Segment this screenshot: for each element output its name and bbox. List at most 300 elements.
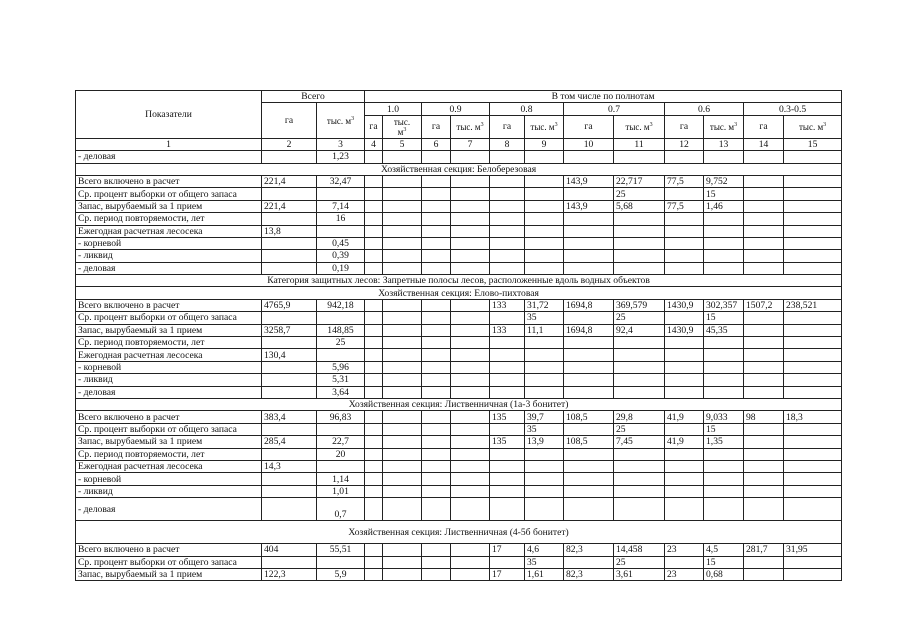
table-row [76, 498, 842, 521]
table-cell [525, 175, 564, 187]
table-cell: 22,717 [614, 175, 665, 187]
table-cell [665, 374, 704, 386]
table-cell [365, 411, 383, 423]
table-cell [614, 213, 665, 225]
column-number: 9 [525, 138, 564, 150]
header-density-ha: га [490, 115, 525, 138]
table-cell [784, 151, 842, 163]
header-density-ha: га [365, 115, 383, 138]
table-cell [451, 361, 490, 373]
table-cell [451, 473, 490, 485]
header-row-1 [76, 91, 842, 103]
table-cell: 133 [490, 324, 525, 336]
table-cell [451, 312, 490, 324]
table-cell [784, 423, 842, 435]
table-cell [422, 411, 451, 423]
table-cell [614, 237, 665, 249]
section-title: Хозяйственная секция: Лиственничная (4-5б бонитет) [76, 521, 842, 544]
column-number: 11 [614, 138, 665, 150]
table-cell [422, 361, 451, 373]
table-cell [744, 423, 784, 435]
table-cell [704, 213, 744, 225]
unit-sup: 3 [823, 121, 827, 128]
table-row [76, 361, 842, 373]
table-cell [383, 473, 422, 485]
row-label: - ликвид [76, 250, 262, 262]
table-cell: 1,46 [704, 200, 744, 212]
table-cell [665, 448, 704, 460]
table-cell [704, 349, 744, 361]
table-cell [784, 448, 842, 460]
table-cell [451, 556, 490, 568]
table-cell [784, 337, 842, 349]
table-cell [317, 188, 365, 200]
table-cell [262, 448, 317, 460]
table-cell [564, 262, 614, 274]
table-cell [365, 485, 383, 497]
column-number: 3 [317, 138, 365, 150]
table-cell: 35 [525, 312, 564, 324]
row-label: - деловая [76, 262, 262, 274]
table-cell [365, 361, 383, 373]
table-cell [744, 568, 784, 580]
table-cell [451, 200, 490, 212]
table-cell: 32,47 [317, 175, 365, 187]
table-cell [383, 225, 422, 237]
header-density-5: 0.6 [665, 103, 744, 115]
table-row [76, 237, 842, 249]
table-cell: 92,4 [614, 324, 665, 336]
table-cell: 7,45 [614, 436, 665, 448]
table-cell [365, 151, 383, 163]
table-cell: 4765,9 [262, 299, 317, 311]
table-cell [665, 349, 704, 361]
table-cell [614, 250, 665, 262]
table-cell [365, 225, 383, 237]
table-cell [383, 485, 422, 497]
table-cell [422, 556, 451, 568]
table-cell [262, 337, 317, 349]
table-cell [744, 473, 784, 485]
unit-text: тыс. м [799, 121, 824, 132]
table-cell [490, 448, 525, 460]
table-row [76, 473, 842, 485]
table-cell: 221,4 [262, 200, 317, 212]
unit-sup: 3 [734, 121, 738, 128]
table-cell [451, 225, 490, 237]
table-cell [704, 237, 744, 249]
table-cell: 31,95 [784, 544, 842, 556]
table-cell: 5,31 [317, 374, 365, 386]
table-cell [614, 473, 665, 485]
table-cell [614, 337, 665, 349]
table-cell [744, 324, 784, 336]
table-cell: 15 [704, 423, 744, 435]
table-cell: 221,4 [262, 175, 317, 187]
table-cell [614, 225, 665, 237]
table-cell [744, 448, 784, 460]
table-cell: 1,01 [317, 485, 365, 497]
table-cell [564, 237, 614, 249]
table-cell [665, 237, 704, 249]
table-cell [317, 460, 365, 472]
table-cell: 0,7 [317, 498, 365, 521]
table-cell [665, 473, 704, 485]
table-cell: 82,3 [564, 568, 614, 580]
table-cell [525, 225, 564, 237]
table-cell: 122,3 [262, 568, 317, 580]
table-cell [784, 498, 842, 521]
unit-sup: 3 [649, 121, 653, 128]
table-cell [525, 460, 564, 472]
table-cell [490, 473, 525, 485]
row-label: Запас, вырубаемый за 1 прием [76, 324, 262, 336]
table-cell [665, 213, 704, 225]
table-cell [784, 568, 842, 580]
table-cell [665, 556, 704, 568]
table-cell [422, 568, 451, 580]
table-cell [490, 200, 525, 212]
table-cell [383, 568, 422, 580]
table-cell [422, 175, 451, 187]
table-cell: 25 [317, 337, 365, 349]
table-cell [744, 250, 784, 262]
table-cell: 0,45 [317, 237, 365, 249]
table-cell [383, 262, 422, 274]
table-row [76, 200, 842, 212]
table-cell [490, 188, 525, 200]
table-cell [614, 498, 665, 521]
table-cell [451, 337, 490, 349]
table-cell [262, 473, 317, 485]
table-cell [451, 349, 490, 361]
table-row [76, 436, 842, 448]
table-row [76, 213, 842, 225]
table-cell [490, 213, 525, 225]
row-label: Всего включено в расчет [76, 411, 262, 423]
table-cell [422, 262, 451, 274]
table-cell [525, 498, 564, 521]
table-cell [365, 299, 383, 311]
column-number: 4 [365, 138, 383, 150]
table-cell: 25 [614, 423, 665, 435]
row-label: Всего включено в расчет [76, 299, 262, 311]
table-cell [383, 423, 422, 435]
table-row [76, 312, 842, 324]
header-total-ha: га [262, 103, 317, 138]
table-cell [744, 436, 784, 448]
table-cell [744, 200, 784, 212]
row-label: Всего включено в расчет [76, 175, 262, 187]
table-cell [383, 312, 422, 324]
header-total-vol [317, 103, 365, 138]
header-total: Всего [262, 91, 365, 103]
table-cell [422, 151, 451, 163]
table-cell [365, 436, 383, 448]
column-number: 5 [383, 138, 422, 150]
table-cell [490, 374, 525, 386]
table-cell: 77,5 [665, 200, 704, 212]
table-cell: 1694,8 [564, 299, 614, 311]
table-cell [704, 460, 744, 472]
table-cell [564, 448, 614, 460]
table-row [76, 544, 842, 556]
table-cell [614, 386, 665, 398]
table-cell: 1,23 [317, 151, 365, 163]
table-cell [365, 568, 383, 580]
header-density-vol [784, 115, 842, 138]
table-cell [784, 175, 842, 187]
table-cell [564, 337, 614, 349]
table-cell: 9,033 [704, 411, 744, 423]
table-cell: 302,357 [704, 299, 744, 311]
table-cell: 5,9 [317, 568, 365, 580]
table-cell [422, 225, 451, 237]
table-cell [451, 299, 490, 311]
table-cell: 133 [490, 299, 525, 311]
table-cell [784, 237, 842, 249]
table-row [76, 175, 842, 187]
table-cell: 143,9 [564, 200, 614, 212]
table-cell [451, 411, 490, 423]
table-cell [784, 485, 842, 497]
table-row [76, 485, 842, 497]
table-cell [704, 337, 744, 349]
table-cell: 29,8 [614, 411, 665, 423]
table-cell [383, 188, 422, 200]
table-cell [784, 374, 842, 386]
table-cell [365, 262, 383, 274]
row-label: - деловая [76, 151, 262, 163]
table-cell [490, 312, 525, 324]
table-cell [665, 188, 704, 200]
table-cell [665, 423, 704, 435]
table-row [76, 151, 842, 163]
table-cell [665, 312, 704, 324]
table-cell [451, 386, 490, 398]
table-cell: 13,8 [262, 225, 317, 237]
table-cell [614, 485, 665, 497]
table-cell [614, 460, 665, 472]
section-row [76, 398, 842, 410]
table-cell [262, 151, 317, 163]
table-cell [451, 448, 490, 460]
table-cell [422, 473, 451, 485]
table-cell [614, 448, 665, 460]
column-number: 14 [744, 138, 784, 150]
section-row [76, 163, 842, 175]
table-cell: 238,521 [784, 299, 842, 311]
table-cell [365, 337, 383, 349]
table-cell [383, 237, 422, 249]
table-cell [564, 460, 614, 472]
table-cell: 17 [490, 568, 525, 580]
table-cell [704, 386, 744, 398]
table-cell [525, 361, 564, 373]
section-title: Хозяйственная секция: Елово-пихтовая [76, 287, 842, 299]
row-label: Запас, вырубаемый за 1 прием [76, 436, 262, 448]
section-title: Категория защитных лесов: Запретные полосы лесов, расположенные вдоль водных объектов [76, 275, 842, 287]
table-cell: 0,19 [317, 262, 365, 274]
table-cell: 383,4 [262, 411, 317, 423]
table-cell: 108,5 [564, 411, 614, 423]
table-cell: 18,3 [784, 411, 842, 423]
table-cell [262, 188, 317, 200]
table-cell [784, 250, 842, 262]
table-cell [564, 250, 614, 262]
table-cell [564, 473, 614, 485]
table-cell: 3258,7 [262, 324, 317, 336]
table-cell [422, 374, 451, 386]
table-row [76, 448, 842, 460]
table-cell [784, 349, 842, 361]
table-cell [744, 188, 784, 200]
header-density-vol [451, 115, 490, 138]
row-label: - ликвид [76, 485, 262, 497]
row-label: - корневой [76, 361, 262, 373]
table-cell: 11,1 [525, 324, 564, 336]
table-cell [262, 213, 317, 225]
table-cell [744, 374, 784, 386]
table-cell [383, 250, 422, 262]
table-row [76, 568, 842, 580]
table-row [76, 324, 842, 336]
table-cell: 0,68 [704, 568, 744, 580]
table-cell [564, 151, 614, 163]
table-cell [262, 312, 317, 324]
table-cell: 285,4 [262, 436, 317, 448]
table-cell: 25 [614, 188, 665, 200]
table-cell [490, 262, 525, 274]
table-cell [422, 544, 451, 556]
table-cell: 130,4 [262, 349, 317, 361]
table-cell [422, 213, 451, 225]
table-row [76, 188, 842, 200]
table-cell [383, 436, 422, 448]
table-cell [525, 349, 564, 361]
table-cell [525, 485, 564, 497]
table-cell [490, 485, 525, 497]
row-label: - деловая [76, 498, 262, 521]
table-cell [383, 349, 422, 361]
table-cell [451, 151, 490, 163]
table-cell [744, 556, 784, 568]
table-cell [365, 200, 383, 212]
table-cell [704, 361, 744, 373]
table-cell [744, 498, 784, 521]
column-number: 10 [564, 138, 614, 150]
table-cell [383, 361, 422, 373]
table-cell [744, 312, 784, 324]
row-label: - корневой [76, 473, 262, 485]
table-cell [451, 175, 490, 187]
table-cell [564, 498, 614, 521]
forest-indicators-table [75, 90, 842, 581]
table-cell [365, 544, 383, 556]
table-cell: 15 [704, 312, 744, 324]
table-cell [451, 485, 490, 497]
column-number: 6 [422, 138, 451, 150]
table-cell: 13,9 [525, 436, 564, 448]
row-label: Всего включено в расчет [76, 544, 262, 556]
header-density-vol [383, 115, 422, 138]
table-cell: 3,61 [614, 568, 665, 580]
row-label: - ликвид [76, 374, 262, 386]
table-row [76, 460, 842, 472]
table-cell [614, 361, 665, 373]
table-cell [365, 374, 383, 386]
table-cell: 135 [490, 436, 525, 448]
table-cell [704, 498, 744, 521]
table-cell [525, 213, 564, 225]
table-cell: 96,83 [317, 411, 365, 423]
forest-table-document [75, 90, 841, 581]
table-cell [704, 151, 744, 163]
unit-sup: 3 [351, 115, 355, 122]
table-cell: 23 [665, 568, 704, 580]
table-cell [784, 556, 842, 568]
table-cell [564, 361, 614, 373]
table-cell: 15 [704, 556, 744, 568]
table-cell [784, 460, 842, 472]
header-density-ha: га [422, 115, 451, 138]
row-label: Ср. период повторяемости, лет [76, 337, 262, 349]
row-label: Ср. процент выборки от общего запаса [76, 423, 262, 435]
table-cell: 23 [665, 544, 704, 556]
table-cell [744, 262, 784, 274]
table-cell [564, 312, 614, 324]
unit-sup: 3 [480, 121, 484, 128]
table-cell [365, 460, 383, 472]
table-cell [422, 423, 451, 435]
column-number: 8 [490, 138, 525, 150]
table-cell [744, 361, 784, 373]
table-cell [365, 386, 383, 398]
table-cell: 31,72 [525, 299, 564, 311]
unit-text: м [397, 126, 404, 137]
table-row [76, 225, 842, 237]
table-cell: 1,35 [704, 436, 744, 448]
table-cell [422, 299, 451, 311]
row-label: Ежегодная расчетная лесосека [76, 225, 262, 237]
table-cell [365, 175, 383, 187]
table-cell [784, 436, 842, 448]
unit-sup: 3 [403, 126, 407, 133]
table-cell [490, 460, 525, 472]
table-cell: 108,5 [564, 436, 614, 448]
table-cell [564, 188, 614, 200]
table-cell [422, 498, 451, 521]
table-cell [451, 262, 490, 274]
table-cell: 9,752 [704, 175, 744, 187]
row-label: Ежегодная расчетная лесосека [76, 349, 262, 361]
table-cell: 0,39 [317, 250, 365, 262]
table-cell [665, 225, 704, 237]
table-cell [383, 200, 422, 212]
table-cell [422, 188, 451, 200]
table-cell: 1430,9 [665, 299, 704, 311]
table-cell: 55,51 [317, 544, 365, 556]
table-cell [744, 349, 784, 361]
header-density-vol [614, 115, 665, 138]
table-cell [262, 556, 317, 568]
table-cell [262, 250, 317, 262]
table-cell: 1694,8 [564, 324, 614, 336]
table-cell [525, 151, 564, 163]
table-cell [383, 386, 422, 398]
table-cell [490, 175, 525, 187]
table-cell [490, 498, 525, 521]
